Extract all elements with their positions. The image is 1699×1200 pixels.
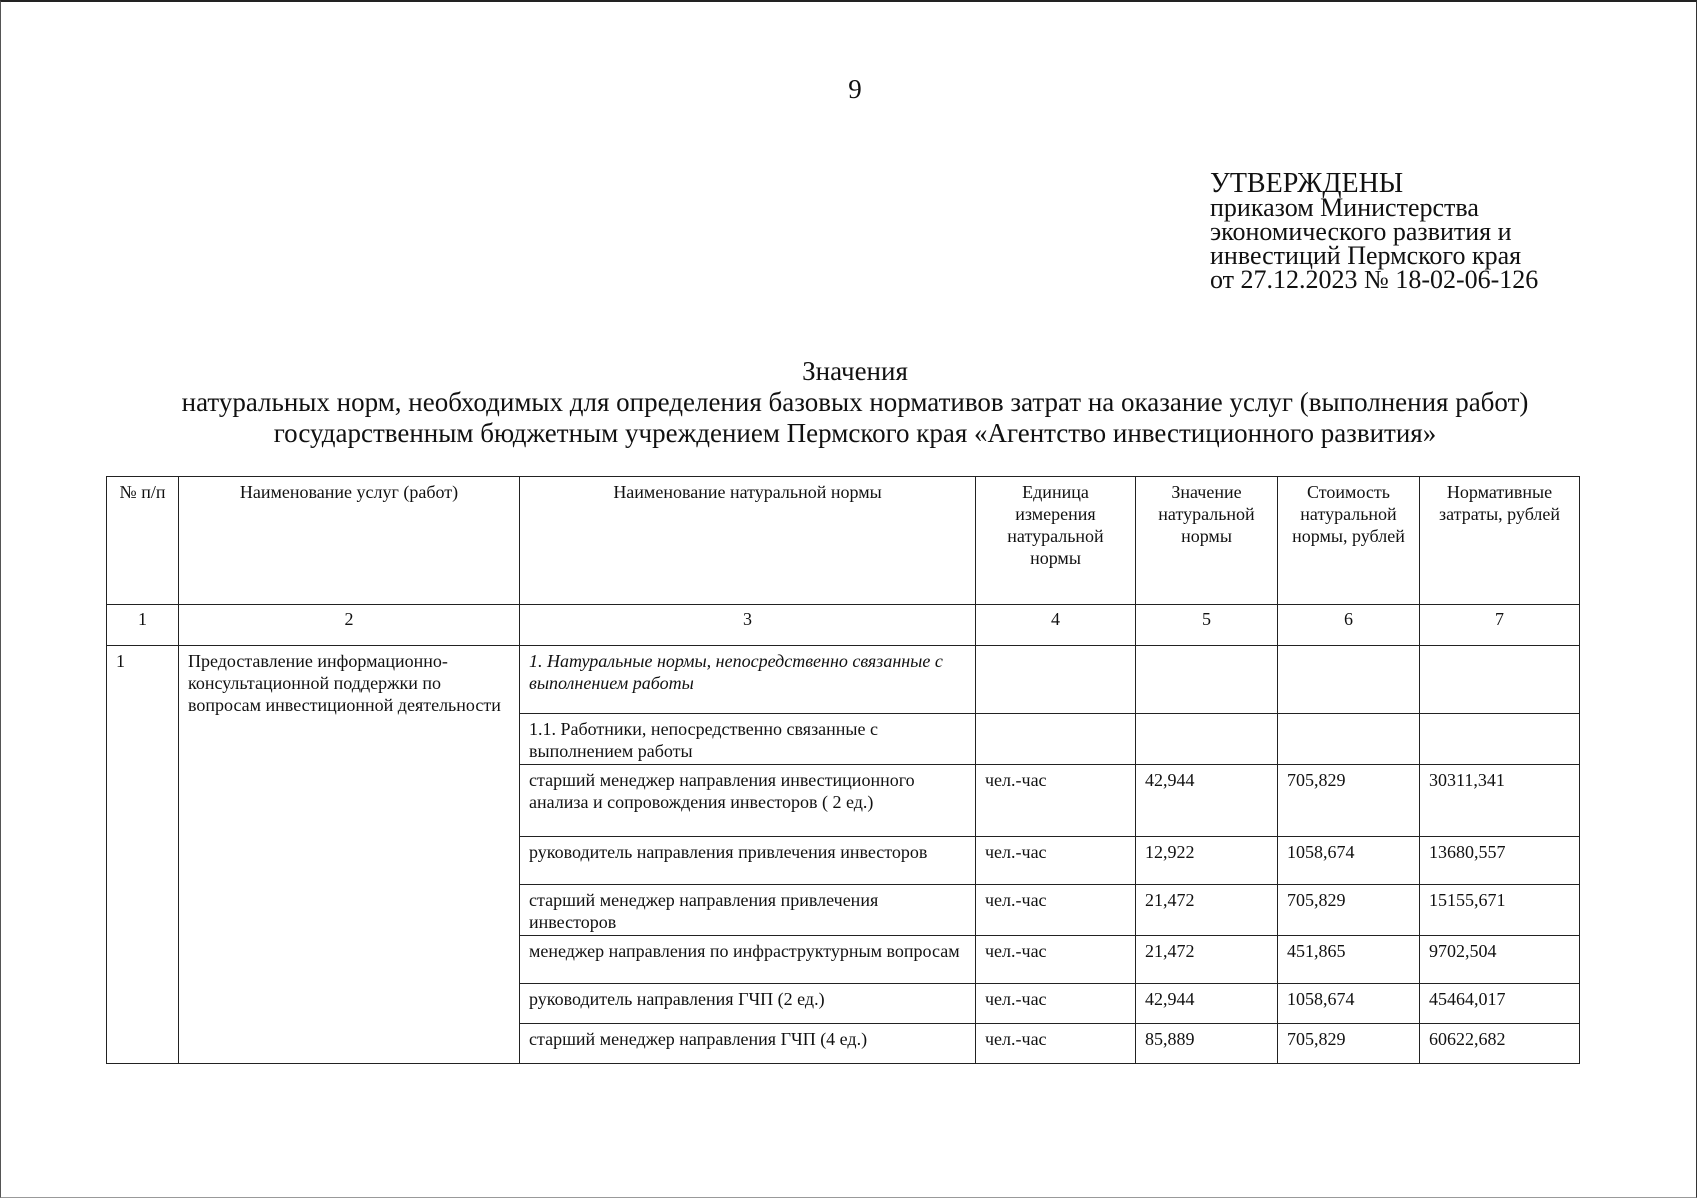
norm-total: 15155,671 <box>1420 885 1580 936</box>
column-number-row <box>107 605 1580 646</box>
norm-cost: 451,865 <box>1278 936 1420 984</box>
document-title <box>0 356 1699 449</box>
title-line: натуральных норм, необходимых для определения базовых нормативов затрат на оказание услуг (выполнения работ) <box>181 387 1529 417</box>
approval-heading: УТВЕРЖДЕНЫ <box>1210 168 1404 199</box>
approval-line: инвестиций Пермского края <box>1210 241 1522 270</box>
approval-line: приказом Министерства <box>1210 193 1479 222</box>
service-number: 1 <box>107 646 179 1064</box>
norm-value: 12,922 <box>1136 837 1278 885</box>
column-number: 3 <box>520 605 976 646</box>
title-heading: Значения <box>802 356 908 386</box>
norm-unit: чел.-час <box>976 765 1136 837</box>
empty-cell <box>1278 646 1420 714</box>
empty-cell <box>1136 714 1278 765</box>
norm-total: 60622,682 <box>1420 1024 1580 1064</box>
norm-value: 85,889 <box>1136 1024 1278 1064</box>
title-line: государственным бюджетным учреждением Пермского края «Агентство инвестиционного развития» <box>273 418 1437 448</box>
norm-total: 9702,504 <box>1420 936 1580 984</box>
norm-name: старший менеджер направления ГЧП (4 ед.) <box>520 1024 976 1064</box>
column-number: 6 <box>1278 605 1420 646</box>
page-number: 9 <box>848 74 862 104</box>
norm-value: 21,472 <box>1136 936 1278 984</box>
norm-name: старший менеджер направления привлечения инвесторов <box>520 885 976 936</box>
header-cell-service: Наименование услуг (работ) <box>179 477 520 605</box>
norm-cost: 705,829 <box>1278 1024 1420 1064</box>
column-number: 7 <box>1420 605 1580 646</box>
norm-value: 21,472 <box>1136 885 1278 936</box>
norm-unit: чел.-час <box>976 837 1136 885</box>
empty-cell <box>976 714 1136 765</box>
approval-stamp <box>1210 168 1539 294</box>
header-cell-cost: Стоимость натуральной нормы, рублей <box>1278 477 1420 605</box>
norm-unit: чел.-час <box>976 885 1136 936</box>
norm-name: старший менеджер направления инвестиционного анализа и сопровождения инвесторов ( 2 ед.) <box>520 765 976 837</box>
section-title: 1. Натуральные нормы, непосредственно связанные с выполнением работы <box>520 646 976 714</box>
norm-total: 13680,557 <box>1420 837 1580 885</box>
norm-unit: чел.-час <box>976 1024 1136 1064</box>
norm-value: 42,944 <box>1136 984 1278 1024</box>
approval-date-number: от 27.12.2023 № 18-02-06-126 <box>1210 265 1539 294</box>
norm-name: менеджер направления по инфраструктурным вопросам <box>520 936 976 984</box>
empty-cell <box>1278 714 1420 765</box>
header-cell-unit: Единица измерения натуральной нормы <box>976 477 1136 605</box>
norm-name: руководитель направления ГЧП (2 ед.) <box>520 984 976 1024</box>
column-number: 5 <box>1136 605 1278 646</box>
column-number: 1 <box>107 605 179 646</box>
header-cell-value: Значение натуральной нормы <box>1136 477 1278 605</box>
table-header-row <box>107 477 1580 605</box>
norm-total: 45464,017 <box>1420 984 1580 1024</box>
header-cell-norm-name: Наименование натуральной нормы <box>520 477 976 605</box>
column-number: 4 <box>976 605 1136 646</box>
norm-total: 30311,341 <box>1420 765 1580 837</box>
header-cell-total: Нормативные затраты, рублей <box>1420 477 1580 605</box>
empty-cell <box>976 646 1136 714</box>
approval-line: экономического развития и <box>1210 217 1512 246</box>
norm-name: руководитель направления привлечения инвесторов <box>520 837 976 885</box>
norm-unit: чел.-час <box>976 984 1136 1024</box>
service-name: Предоставление информационно-консультационной поддержки по вопросам инвестиционной деятельности <box>179 646 520 1064</box>
norm-cost: 1058,674 <box>1278 837 1420 885</box>
subsection-title: 1.1. Работники, непосредственно связанные с выполнением работы <box>520 714 976 765</box>
header-cell-number: № п/п <box>107 477 179 605</box>
norm-cost: 1058,674 <box>1278 984 1420 1024</box>
norm-unit: чел.-час <box>976 936 1136 984</box>
column-number: 2 <box>179 605 520 646</box>
norm-cost: 705,829 <box>1278 765 1420 837</box>
norm-value: 42,944 <box>1136 765 1278 837</box>
norm-cost: 705,829 <box>1278 885 1420 936</box>
section-row <box>107 646 1580 714</box>
empty-cell <box>1136 646 1278 714</box>
empty-cell <box>1420 646 1580 714</box>
norms-table <box>106 476 1580 1064</box>
empty-cell <box>1420 714 1580 765</box>
